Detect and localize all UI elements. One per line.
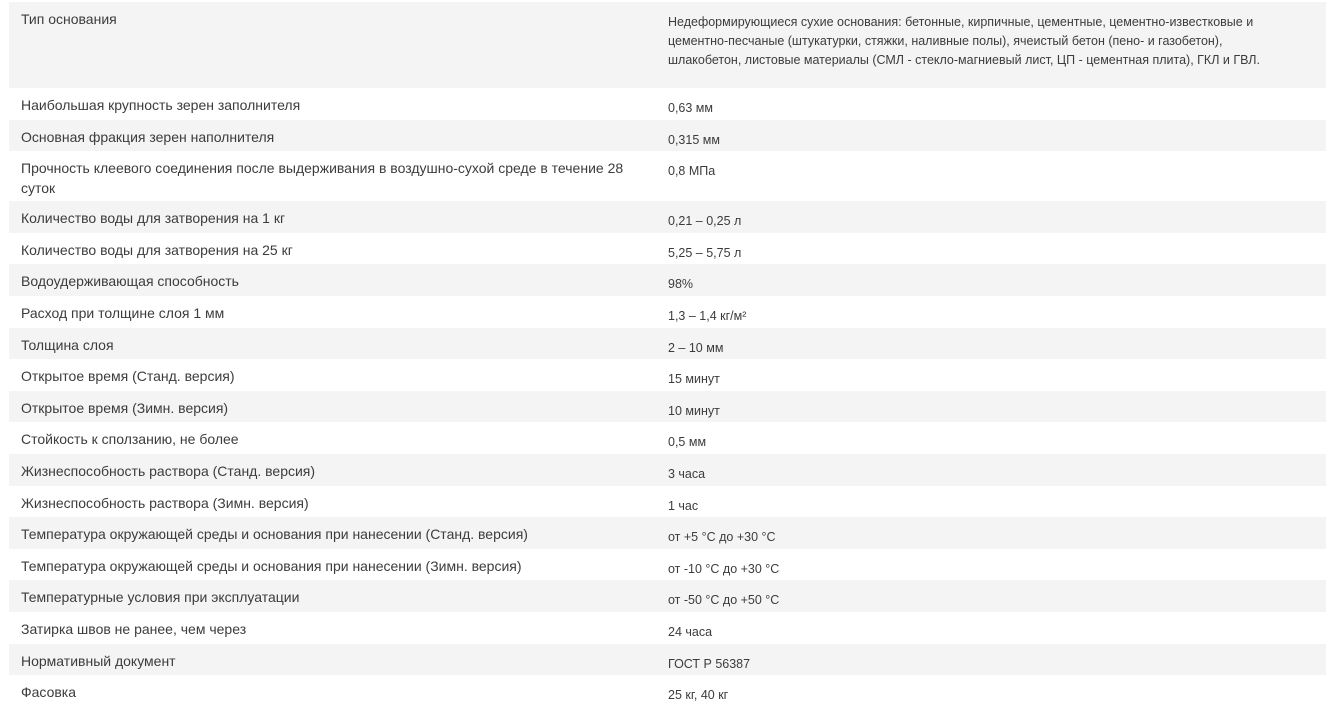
spec-value: 0,63 мм	[668, 101, 713, 115]
spec-value: 98%	[668, 277, 694, 292]
spec-row-open-time-std	[9, 359, 1326, 391]
specifications-table	[9, 2, 1326, 707]
spec-value: 0,21 – 0,25 л	[668, 214, 742, 229]
spec-name: Температурные условия при эксплуатации	[21, 589, 300, 606]
spec-value: 3 часа	[668, 466, 706, 481]
spec-name: Затирка швов не ранее, чем через	[21, 620, 247, 637]
spec-name: Толщина слоя	[21, 336, 114, 353]
spec-row-open-time-winter	[9, 391, 1326, 423]
spec-name: Основная фракция зерен наполнителя	[21, 128, 275, 145]
spec-row-main-fraction	[9, 120, 1326, 152]
spec-value: от -50 °C до +50 °C	[668, 593, 780, 608]
spec-name: Температура окружающей среды и основания при нанесении (Станд. версия)	[21, 526, 528, 543]
spec-row-water-25kg	[9, 233, 1326, 265]
spec-name: Прочность клеевого соединения после выдерживания в воздушно-сухой среде в течение 28 суток	[21, 160, 624, 197]
spec-value: 1,3 – 1,4 кг/м²	[668, 308, 747, 323]
spec-row-max-grain-size	[9, 88, 1326, 120]
spec-value: 0,5 мм	[668, 435, 707, 450]
spec-name: Наибольшая крупность зерен заполнителя	[21, 97, 301, 113]
spec-row-bond-strength	[9, 151, 1326, 201]
spec-name: Количество воды для затворения на 25 кг	[21, 241, 293, 258]
spec-row-grouting	[9, 612, 1326, 644]
spec-value: 2 – 10 мм	[668, 340, 724, 355]
spec-row-packaging	[9, 675, 1326, 707]
spec-row-water-retention	[9, 264, 1326, 296]
spec-name: Открытое время (Станд. версия)	[21, 368, 235, 385]
spec-value: 10 минут	[668, 403, 720, 418]
spec-value: ГОСТ Р 56387	[668, 656, 751, 671]
spec-row-base-type	[9, 2, 1326, 88]
spec-row-slip-resistance	[9, 422, 1326, 454]
spec-row-pot-life-winter	[9, 486, 1326, 518]
spec-row-standard-document	[9, 644, 1326, 676]
spec-row-application-temp-std	[9, 517, 1326, 549]
spec-name: Водоудерживающая способность	[21, 273, 239, 290]
spec-name: Количество воды для затворения на 1 кг	[21, 210, 286, 227]
spec-value: 24 часа	[668, 624, 713, 639]
spec-value: от +5 °C до +30 °C	[668, 530, 776, 545]
spec-name: Тип основания	[21, 11, 117, 27]
spec-row-service-temp	[9, 580, 1326, 612]
spec-value: 5,25 – 5,75 л	[668, 245, 742, 260]
spec-name: Открытое время (Зимн. версия)	[21, 399, 229, 416]
spec-name: Жизнеспособность раствора (Зимн. версия)	[21, 494, 309, 511]
spec-value: 15 минут	[668, 372, 720, 387]
spec-row-application-temp-winter	[9, 549, 1326, 581]
spec-name: Стойкость к сползанию, не более	[21, 431, 239, 448]
spec-value: 0,315 мм	[668, 132, 720, 147]
spec-name: Фасовка	[21, 684, 77, 701]
spec-value: 1 час	[668, 498, 699, 513]
spec-name: Расход при толщине слоя 1 мм	[21, 304, 225, 321]
spec-row-pot-life-std	[9, 454, 1326, 486]
spec-row-water-1kg	[9, 201, 1326, 233]
spec-row-layer-thickness	[9, 328, 1326, 360]
spec-row-consumption	[9, 296, 1326, 328]
spec-value: Недеформирующиеся сухие основания: бетонные, кирпичные, цементные, цементно-известковые и цементно-песчаные (штукатурки, стяжки, наливные полы), ячеистый бетон (пено- и газобетон), шлакобетон, листовые материалы (СМЛ - стекло-магниевый лист, ЦП - цементная плита), ГКЛ и ГВЛ.	[668, 15, 1260, 67]
spec-value: 25 кг, 40 кг	[668, 688, 729, 703]
spec-name: Нормативный документ	[21, 652, 176, 669]
spec-name: Температура окружающей среды и основания при нанесении (Зимн. версия)	[21, 557, 522, 574]
spec-value: от -10 °C до +30 °C	[668, 561, 780, 576]
spec-value: 0,8 МПа	[668, 164, 716, 179]
spec-name: Жизнеспособность раствора (Станд. версия)	[21, 462, 316, 479]
